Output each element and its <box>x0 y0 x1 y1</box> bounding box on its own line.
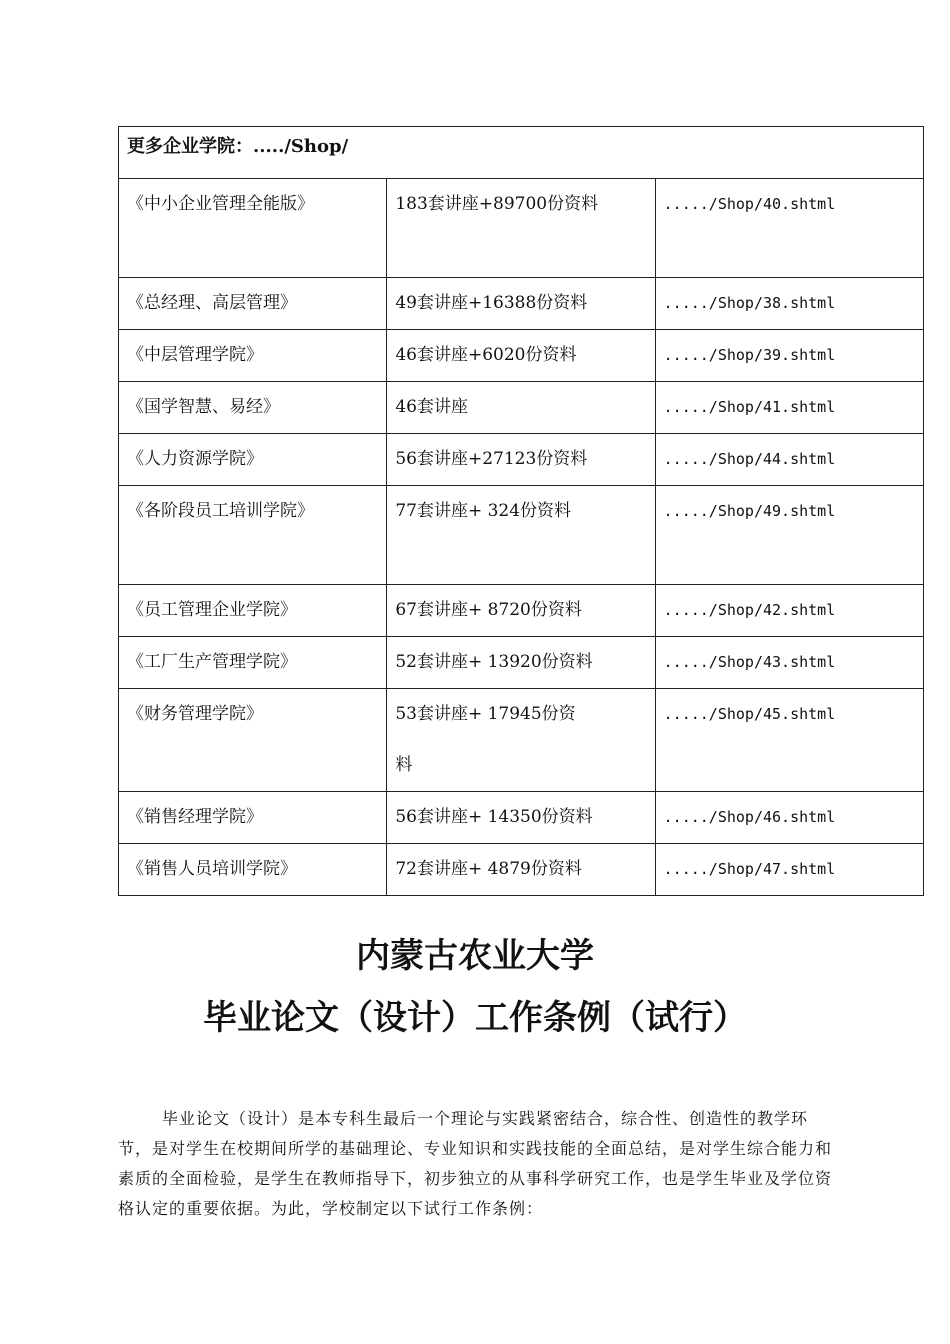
course-name: 《工厂生产管理学院》 <box>127 652 297 672</box>
course-desc: 67套讲座+ 8720份资料 <box>395 600 582 620</box>
course-desc: 53套讲座+ 17945份资料 <box>395 704 576 775</box>
course-link[interactable]: ...../Shop/41.shtml <box>663 398 836 416</box>
course-name: 《中小企业管理全能版》 <box>127 194 314 214</box>
table-header-row <box>119 127 924 179</box>
course-name: 《总经理、高层管理》 <box>127 293 297 313</box>
course-desc: 72套讲座+ 4879份资料 <box>395 859 582 879</box>
table-row <box>119 382 924 434</box>
course-desc: 56套讲座+ 14350份资料 <box>395 807 593 827</box>
table-row <box>119 844 924 896</box>
course-link[interactable]: ...../Shop/42.shtml <box>663 601 836 619</box>
intro-paragraph: 毕业论文（设计）是本专科生最后一个理论与实践紧密结合，综合性、创造性的教学环节，是对学生在校期间所学的基础理论、专业知识和实践技能的全面总结，是对学生综合能力和素质的全面检验，是学生在教师指导下，初步独立的从事科学研究工作，也是学生毕业及学位资格认定的重要依据。为此，学校制定以下试行工作条例： <box>118 1109 833 1218</box>
course-name: 《销售经理学院》 <box>127 807 263 827</box>
course-name: 《人力资源学院》 <box>127 449 263 469</box>
course-desc: 56套讲座+27123份资料 <box>395 449 588 469</box>
course-name: 《销售人员培训学院》 <box>127 859 297 879</box>
table-row <box>119 637 924 689</box>
shop-table <box>118 126 924 896</box>
course-desc: 49套讲座+16388份资料 <box>395 293 588 313</box>
course-desc: 46套讲座 <box>395 397 468 417</box>
course-name: 《员工管理企业学院》 <box>127 600 297 620</box>
course-link[interactable]: ...../Shop/47.shtml <box>663 860 836 878</box>
course-link[interactable]: ...../Shop/44.shtml <box>663 450 836 468</box>
course-link[interactable]: ...../Shop/45.shtml <box>663 705 836 723</box>
course-name: 《中层管理学院》 <box>127 345 263 365</box>
course-desc: 52套讲座+ 13920份资料 <box>395 652 593 672</box>
document-title: 内蒙古农业大学 <box>356 936 594 976</box>
course-link[interactable]: ...../Shop/40.shtml <box>663 195 836 213</box>
course-desc: 77套讲座+ 324份资料 <box>395 501 572 521</box>
table-row <box>119 330 924 382</box>
table-row <box>119 792 924 844</box>
course-link[interactable]: ...../Shop/49.shtml <box>663 502 836 520</box>
course-desc: 46套讲座+6020份资料 <box>395 345 577 365</box>
course-link[interactable]: ...../Shop/39.shtml <box>663 346 836 364</box>
document-subtitle: 毕业论文（设计）工作条例（试行） <box>203 998 747 1038</box>
course-link[interactable]: ...../Shop/43.shtml <box>663 653 836 671</box>
table-header-cell: 更多企业学院：...../Shop/ <box>119 127 924 179</box>
course-link[interactable]: ...../Shop/46.shtml <box>663 808 836 826</box>
table-row <box>119 585 924 637</box>
table-row <box>119 434 924 486</box>
course-name: 《国学智慧、易经》 <box>127 397 280 417</box>
course-desc: 183套讲座+89700份资料 <box>395 194 599 214</box>
course-name: 《财务管理学院》 <box>127 704 263 724</box>
table-row <box>119 486 924 585</box>
table-row <box>119 278 924 330</box>
table-row <box>119 689 924 792</box>
table-row <box>119 179 924 278</box>
course-link[interactable]: ...../Shop/38.shtml <box>663 294 836 312</box>
course-name: 《各阶段员工培训学院》 <box>127 501 314 521</box>
